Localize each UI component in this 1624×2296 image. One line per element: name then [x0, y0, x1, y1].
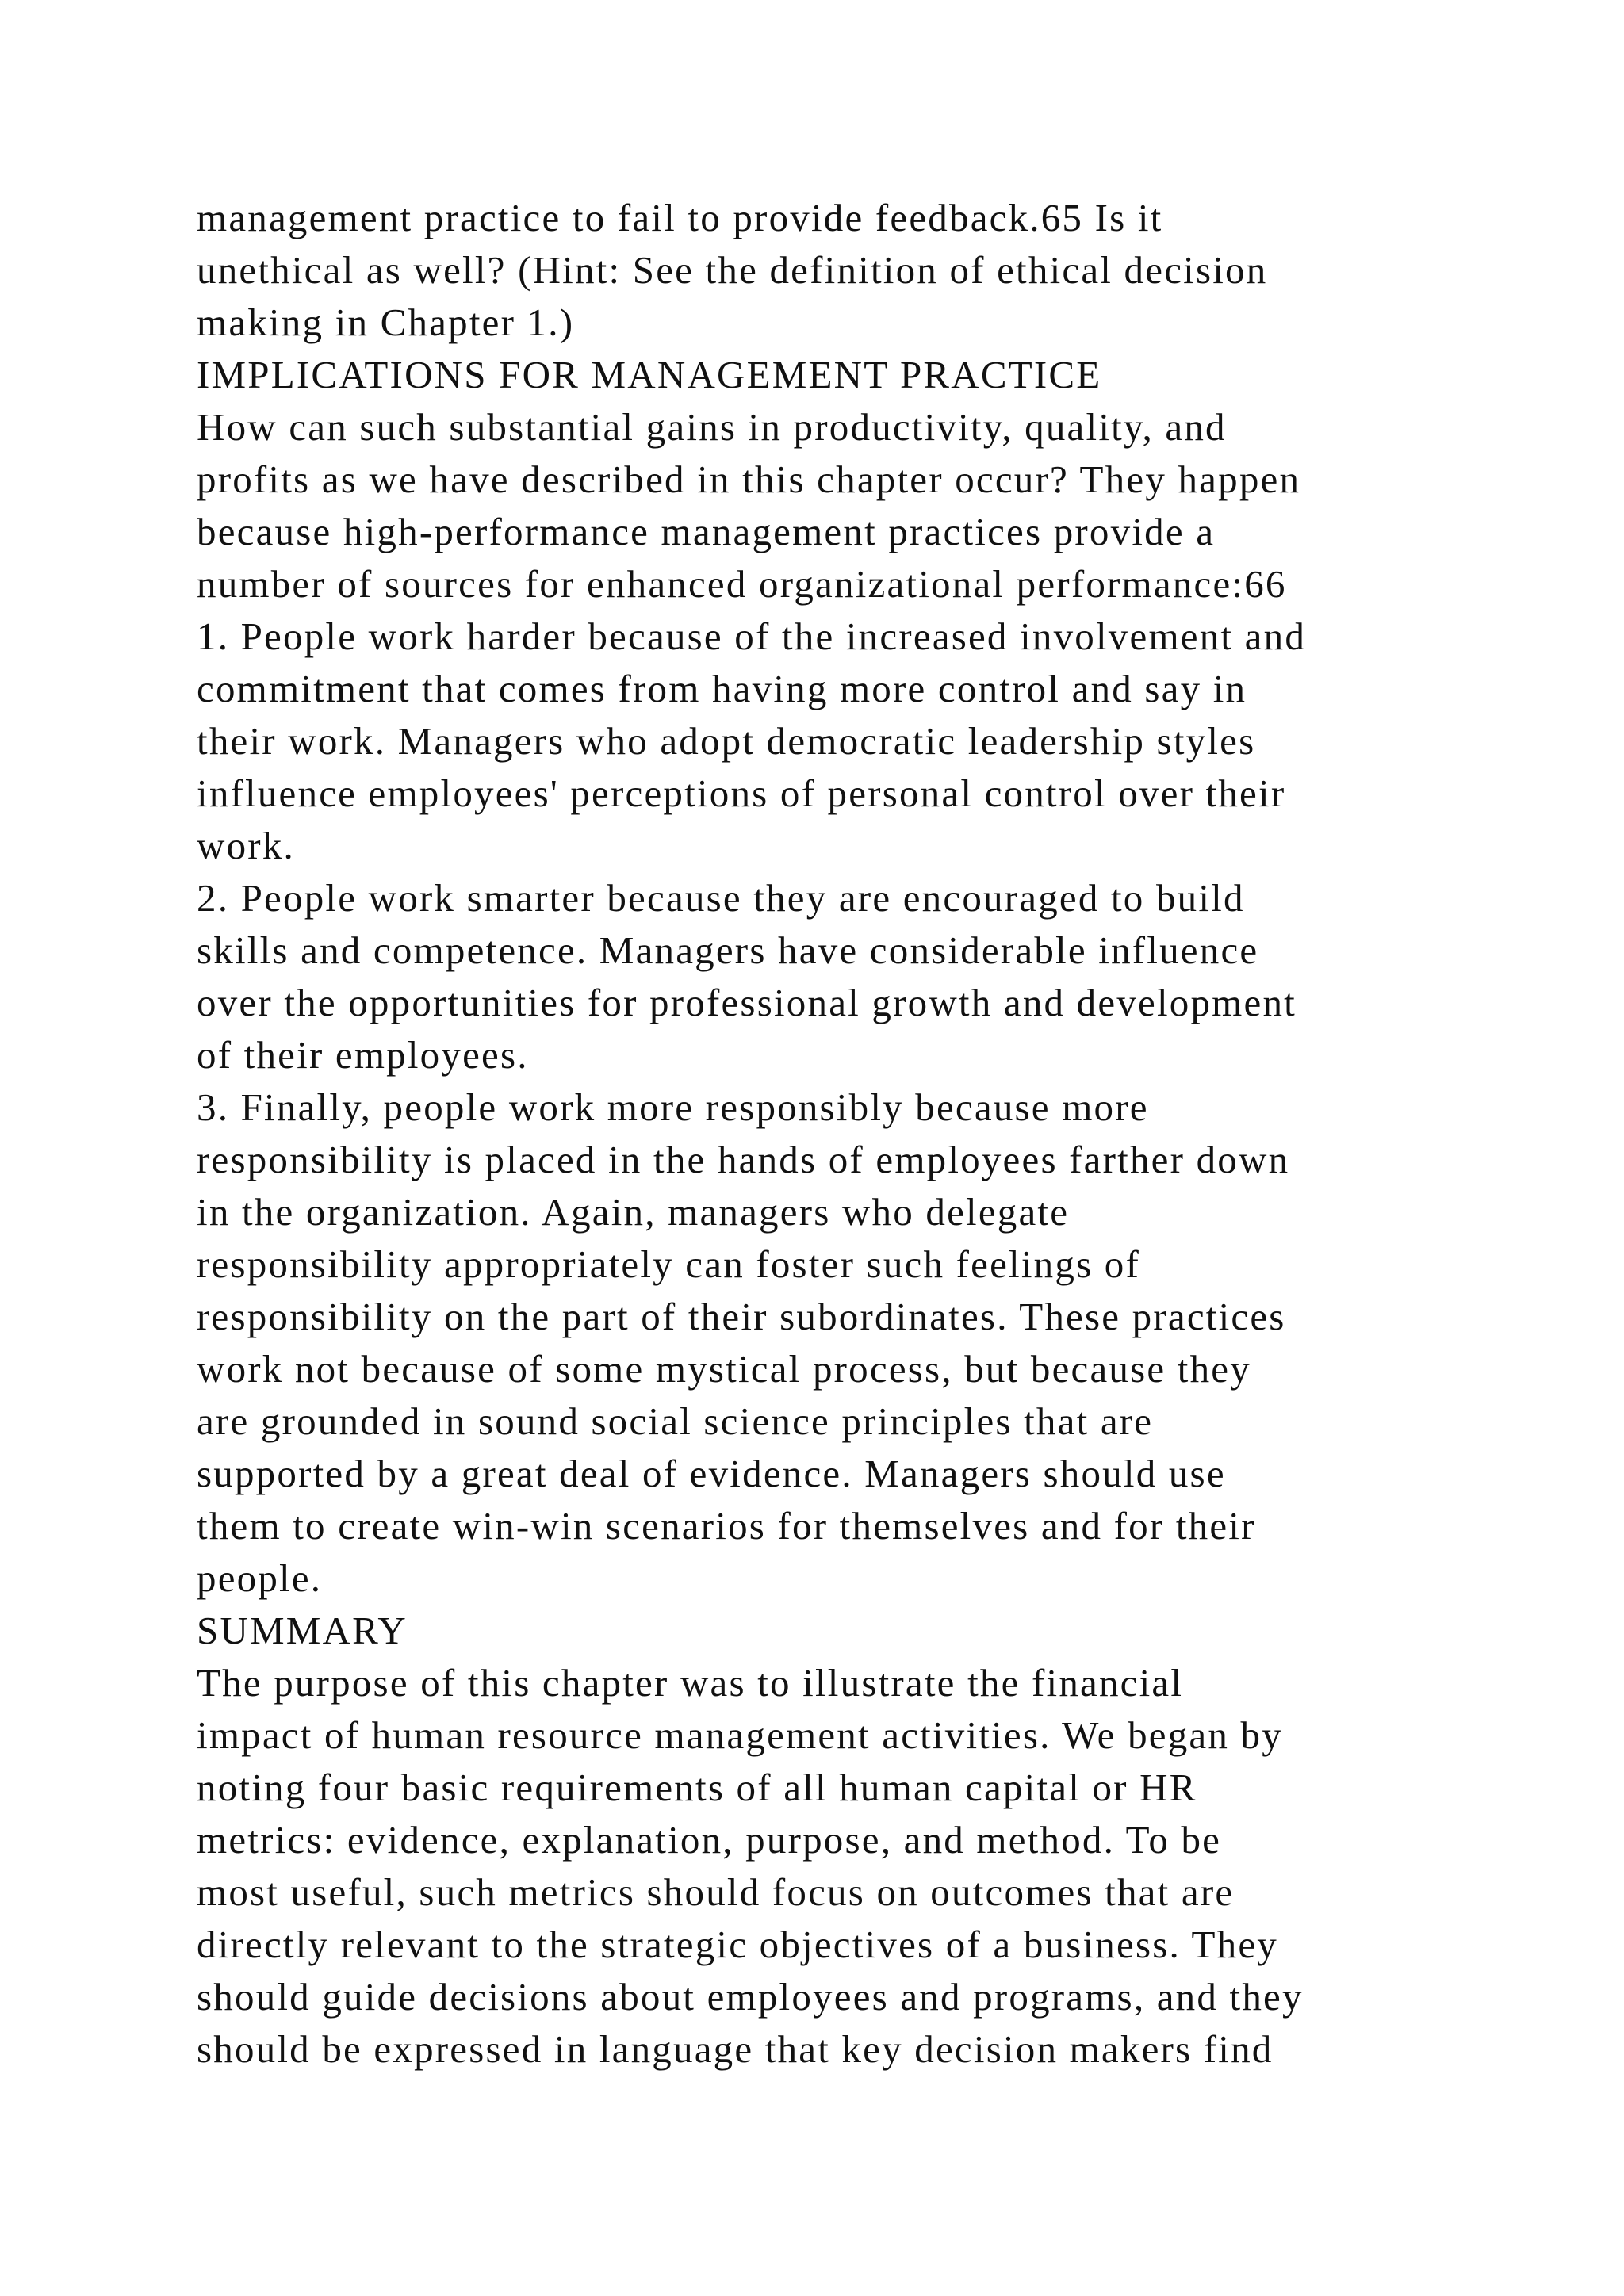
list-item-line: 2. People work smarter because they are encouraged to build	[197, 876, 1245, 920]
document-body-text	[197, 192, 1561, 2076]
text-line: work not because of some mystical process, but because they	[197, 1347, 1251, 1391]
text-line: making in Chapter 1.)	[197, 300, 575, 344]
text-line: influence employees' perceptions of personal control over their	[197, 771, 1286, 815]
text-line: supported by a great deal of evidence. Managers should use	[197, 1452, 1226, 1495]
text-line: How can such substantial gains in productivity, quality, and	[197, 405, 1227, 449]
text-line: them to create win-win scenarios for themselves and for their	[197, 1504, 1256, 1548]
text-line: management practice to fail to provide feedback.65 Is it	[197, 196, 1163, 239]
text-line: their work. Managers who adopt democratic leadership styles	[197, 719, 1256, 763]
text-line: responsibility on the part of their subordinates. These practices	[197, 1295, 1286, 1338]
text-line: commitment that comes from having more control and say in	[197, 667, 1247, 710]
text-line: should guide decisions about employees and programs, and they	[197, 1975, 1304, 2019]
list-item-line: 3. Finally, people work more responsibly because more	[197, 1085, 1149, 1129]
text-line: responsibility is placed in the hands of employees farther down	[197, 1138, 1290, 1181]
text-line: people.	[197, 1556, 323, 1600]
text-line: impact of human resource management activities. We began by	[197, 1713, 1283, 1757]
text-line: most useful, such metrics should focus on outcomes that are	[197, 1870, 1235, 1914]
text-line: metrics: evidence, explanation, purpose, and method. To be	[197, 1818, 1222, 1862]
text-line: in the organization. Again, managers who delegate	[197, 1190, 1070, 1234]
text-line: responsibility appropriately can foster such feelings of	[197, 1242, 1141, 1286]
text-line: work.	[197, 824, 295, 867]
text-line: because high-performance management practices provide a	[197, 510, 1216, 553]
list-item-line: 1. People work harder because of the increased involvement and	[197, 614, 1307, 658]
text-line: over the opportunities for professional growth and development	[197, 981, 1297, 1024]
section-heading: SUMMARY	[197, 1609, 408, 1652]
text-line: directly relevant to the strategic objectives of a business. They	[197, 1923, 1278, 1966]
text-line: skills and competence. Managers have considerable influence	[197, 928, 1259, 972]
text-line: unethical as well? (Hint: See the definition of ethical decision	[197, 248, 1268, 292]
text-line: noting four basic requirements of all human capital or HR	[197, 1766, 1197, 1809]
section-heading: IMPLICATIONS FOR MANAGEMENT PRACTICE	[197, 353, 1102, 396]
text-line: The purpose of this chapter was to illustrate the financial	[197, 1661, 1184, 1705]
text-line: profits as we have described in this chapter occur? They happen	[197, 457, 1301, 501]
text-line: of their employees.	[197, 1033, 529, 1077]
text-line: number of sources for enhanced organizational performance:66	[197, 562, 1287, 606]
text-line: should be expressed in language that key decision makers find	[197, 2027, 1274, 2071]
text-line: are grounded in sound social science principles that are	[197, 1399, 1154, 1443]
